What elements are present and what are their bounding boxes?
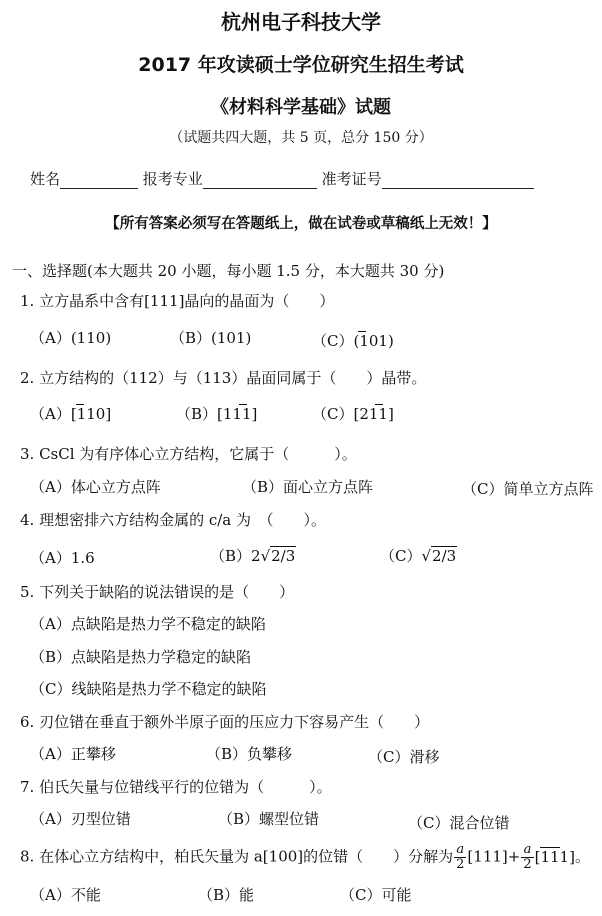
q2-option-c-index: [211]	[353, 405, 394, 423]
q1-option-c-prefix: （C）	[312, 332, 354, 350]
q7-option-c[interactable]: （C）混合位错	[408, 814, 510, 832]
q2-option-b-index: [111]	[217, 405, 258, 423]
q2-option-b-prefix: （B）	[176, 405, 218, 423]
q4-option-b[interactable]	[210, 545, 296, 566]
q2-option-b[interactable]	[176, 403, 257, 424]
subject-title: 《材料科学基础》试题	[211, 97, 391, 118]
q4-option-c-prefix: （C）	[380, 547, 422, 565]
q3-option-b[interactable]: （B）面心立方点阵	[242, 478, 374, 496]
q5-option-b[interactable]: （B）点缺陷是热力学稳定的缺陷	[30, 648, 252, 666]
q4-option-b-radicand: 2/3	[271, 547, 296, 565]
overbar	[358, 331, 366, 332]
q8-vector-1: [111]+	[467, 847, 521, 866]
overbar	[239, 404, 247, 405]
id-field[interactable]	[382, 172, 534, 189]
q3-option-c[interactable]: （C）简单立方点阵	[462, 480, 594, 498]
q1-option-c[interactable]	[312, 330, 394, 351]
q4-option-a[interactable]: （A）1.6	[30, 549, 95, 567]
q8-fraction-1: $\frac{a}{2}$	[456, 842, 465, 872]
q4-option-b-prefix: （B）	[210, 547, 252, 565]
q2-option-a[interactable]	[30, 403, 111, 424]
question-4-stem: 4. 理想密排六方结构金属的 c/a 为 （ ）。	[20, 511, 327, 529]
q5-option-a[interactable]: （A）点缺陷是热力学不稳定的缺陷	[30, 615, 266, 633]
question-3-stem: 3. CsCl 为有序体心立方结构，它属于（ ）。	[20, 445, 357, 463]
question-7-stem: 7. 伯氏矢量与位错线平行的位错为（ ）。	[20, 778, 332, 796]
name-label: 姓名	[30, 170, 61, 188]
q1-option-a[interactable]: （A）(110)	[30, 329, 112, 347]
q8-option-b[interactable]: （B）能	[198, 886, 255, 904]
question-8-stem: 8. 在体心立方结构中，柏氏矢量为 a[100]的位错（ ）分解为 $\frac{a}{2}$ [111]+ $\frac{a}{2}$ [111] 。	[20, 842, 590, 872]
major-field[interactable]	[203, 172, 317, 189]
overbar	[375, 404, 383, 405]
question-1-stem: 1. 立方晶系中含有[111]晶向的晶面为（ ）	[20, 292, 335, 310]
name-field[interactable]	[60, 172, 138, 189]
answer-warning: 【所有答案必须写在答题纸上，做在试卷或草稿纸上无效！】	[105, 216, 497, 232]
overbar	[540, 847, 560, 848]
q3-option-a[interactable]: （A）体心立方点阵	[30, 478, 161, 496]
q1-option-b[interactable]: （B）(101)	[170, 329, 252, 347]
major-label: 报考专业	[142, 170, 203, 188]
q2-option-c-prefix: （C）	[312, 405, 354, 423]
q4-option-c-radicand: 2/3	[432, 547, 457, 565]
candidate-fields	[30, 168, 534, 189]
q2-option-a-index: [110]	[70, 405, 112, 423]
sqrt-symbol: √	[421, 547, 432, 565]
q8-vector-2: [111]	[534, 847, 575, 866]
q2-option-a-prefix: （A）	[30, 405, 71, 423]
id-label: 准考证号	[321, 170, 382, 188]
q8-fraction-2: $\frac{a}{2}$	[523, 842, 532, 872]
q4-option-b-coefficient: 2	[251, 547, 261, 565]
university-title: 杭州电子科技大学	[221, 10, 381, 34]
question-2-stem: 2. 立方结构的（112）与（113）晶面同属于（ ）晶带。	[20, 369, 427, 387]
q6-option-c[interactable]: （C）滑移	[368, 748, 440, 766]
section-title: 一、选择题(本大题共 20 小题，每小题 1.5 分，本大题共 30 分)	[12, 262, 445, 280]
q8-option-a[interactable]: （A）不能	[30, 886, 101, 904]
q7-option-b[interactable]: （B）螺型位错	[218, 810, 320, 828]
q2-option-c[interactable]	[312, 403, 394, 424]
q6-option-a[interactable]: （A）正攀移	[30, 745, 116, 763]
q1-option-c-index: (101)	[353, 332, 394, 350]
exam-title: 2017 年攻读硕士学位研究生招生考试	[138, 54, 464, 76]
question-6-stem: 6. 刃位错在垂直于额外半原子面的压应力下容易产生（ ）	[20, 713, 430, 731]
q8-stem-text: 8. 在体心立方结构中，柏氏矢量为 a[100]的位错（ ）分解为	[20, 847, 454, 866]
question-5-stem: 5. 下列关于缺陷的说法错误的是（ ）	[20, 583, 295, 601]
q8-option-c[interactable]: （C）可能	[340, 886, 412, 904]
q5-option-c[interactable]: （C）线缺陷是热力学不稳定的缺陷	[30, 680, 267, 698]
sqrt-symbol: √	[260, 547, 271, 565]
q6-option-b[interactable]: （B）负攀移	[206, 745, 293, 763]
exam-note: （试题共四大题，共 5 页，总分 150 分）	[169, 130, 433, 146]
q7-option-a[interactable]: （A）刃型位错	[30, 810, 131, 828]
q4-option-c[interactable]	[380, 545, 457, 566]
overbar	[76, 404, 84, 405]
